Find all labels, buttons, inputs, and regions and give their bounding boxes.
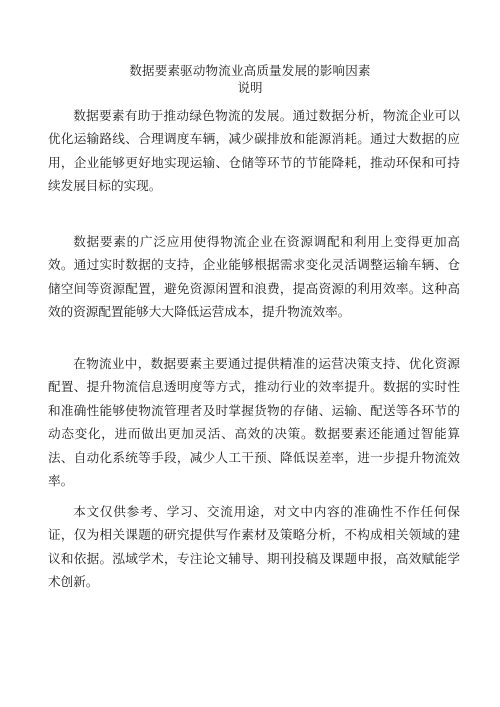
document-title: 数据要素驱动物流业高质量发展的影响因素 <box>129 63 371 78</box>
paragraph-green-logistics: 数据要素有助于推动绿色物流的发展。通过数据分析，物流企业可以优化运输路线、合理调度车辆，减少碳排放和能源消耗。通过大数据的应用，企业能够更好地实现运输、仓储等环节的节能降耗，推动环保和可持续发展目标的实现。 <box>48 108 460 194</box>
paragraph-resource-allocation: 数据要素的广泛应用使得物流企业在资源调配和利用上变得更加高效。通过实时数据的支持，企业能够根据需求变化灵活调整运输车辆、仓储空间等资源配置，避免资源闲置和浪费，提高资源的利用效率。这种高效的资源配置能够大大降低运营成本，提升物流效率。 <box>48 234 460 320</box>
paragraph-disclaimer: 本文仅供参考、学习、交流用途，对文中内容的准确性不作任何保证，仅为相关课题的研究提供写作素材及策略分析，不构成相关领域的建议和依据。泓域学术，专注论文辅导、期刊投稿及课题申报，高效赋能学术创新。 <box>48 504 460 590</box>
document-subtitle: 说明 <box>237 80 263 95</box>
paragraph-efficiency: 在物流业中，数据要素主要通过提供精准的运营决策支持、优化资源配置、提升物流信息透明度等方式，推动行业的效率提升。数据的实时性和准确性能够使物流管理者及时掌握货物的存储、运输、配送等各环节的动态变化，进而做出更加灵活、高效的决策。数据要素还能通过智能算法、自动化系统等手段，减少人工干预、降低误差率，进一步提升物流效率。 <box>48 356 460 489</box>
